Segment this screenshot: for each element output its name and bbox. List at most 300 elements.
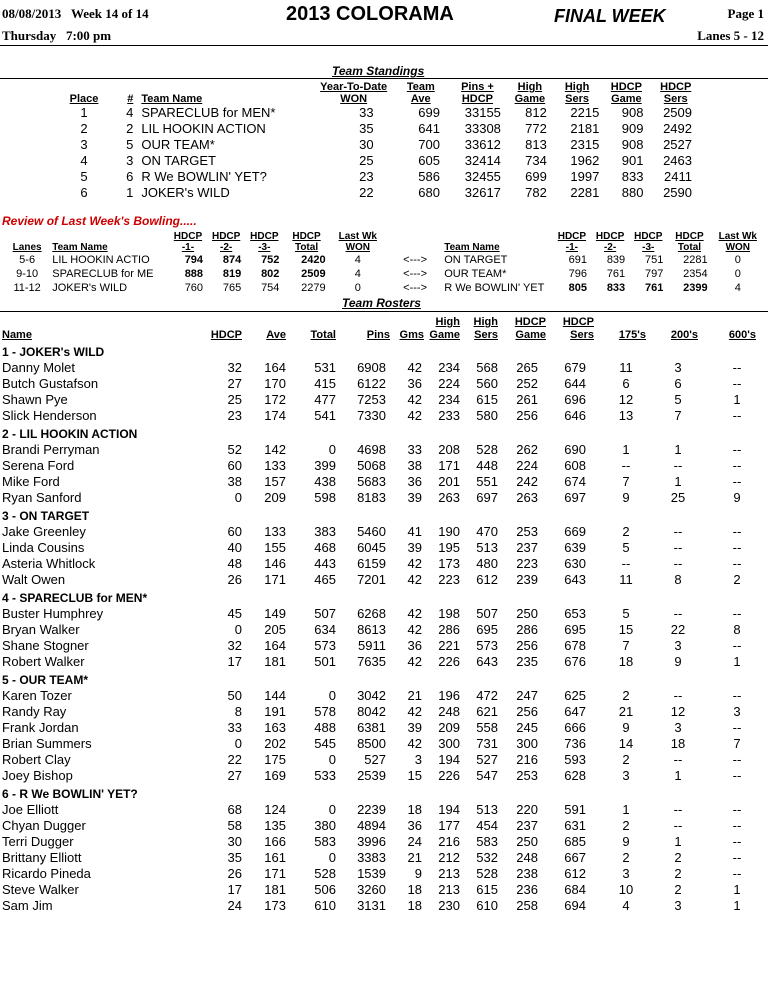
high-sers: 568 (476, 360, 498, 375)
count-200s: 5 (674, 392, 682, 407)
standings-header (62, 81, 702, 105)
col-team: Team Name (52, 242, 108, 253)
won: 25 (359, 153, 374, 168)
pins: 2539 (357, 768, 386, 783)
total: 634 (314, 622, 336, 637)
gms: 42 (407, 360, 422, 375)
player-row (2, 442, 764, 458)
hdcp: 0 (234, 490, 242, 505)
hdcp-game: 901 (621, 153, 644, 168)
player-name: Butch Gustafson (2, 376, 99, 391)
high-game: 226 (438, 768, 460, 783)
pins: 6381 (357, 720, 386, 735)
pins: 5683 (357, 474, 386, 489)
count-175s: 2 (622, 752, 630, 767)
count-175s: -- (621, 458, 631, 473)
hdcp: 33 (227, 720, 242, 735)
hdcp-game: 250 (516, 606, 538, 621)
pins: 4698 (357, 442, 386, 457)
count-175s: 10 (618, 882, 634, 897)
col-place: Place (69, 93, 99, 105)
hdcp: 27 (227, 376, 242, 391)
count-600s: -- (732, 376, 742, 391)
count-600s: 1 (733, 898, 741, 913)
hdcp-sers: 644 (564, 376, 586, 391)
pins-hdcp: 33155 (464, 105, 501, 120)
player-row (2, 768, 764, 784)
high-sers: 507 (476, 606, 498, 621)
count-175s: 7 (622, 638, 630, 653)
hdcp-sers: 669 (564, 524, 586, 539)
high-game: 782 (525, 185, 547, 200)
report-date: 08/08/2013 (2, 6, 62, 21)
high-sers: 472 (476, 688, 498, 703)
high-game: 195 (438, 540, 460, 555)
hdcp-sers: 639 (564, 540, 586, 555)
count-200s: 9 (674, 654, 682, 669)
team-name: JOKER's WILD (141, 185, 230, 200)
count-200s: -- (673, 540, 683, 555)
count-600s: 1 (733, 654, 741, 669)
count-200s: -- (673, 688, 683, 703)
count-175s: 15 (618, 622, 634, 637)
count-175s: 12 (618, 392, 634, 407)
total: 488 (314, 720, 336, 735)
hdcp-game: 236 (516, 882, 538, 897)
standings-row (62, 137, 702, 153)
hdcp-sers: 591 (564, 802, 586, 817)
player-name: Jake Greenley (2, 524, 86, 539)
team-ave: 700 (418, 137, 440, 152)
ave: 144 (264, 688, 286, 703)
review-row (2, 253, 764, 267)
ave: 157 (264, 474, 286, 489)
team-heading-row (2, 588, 764, 606)
standings-row (62, 121, 702, 137)
total: 0 (328, 752, 336, 767)
hdcp: 17 (227, 654, 242, 669)
player-name: Robert Clay (2, 752, 71, 767)
high-game: 286 (438, 622, 460, 637)
pins: 4894 (357, 818, 386, 833)
pins: 7201 (357, 572, 386, 587)
high-game: 216 (438, 834, 460, 849)
place: 3 (80, 137, 88, 152)
count-175s: 4 (622, 898, 630, 913)
high-game: 300 (438, 736, 460, 751)
high-sers: 547 (476, 768, 498, 783)
gms: 42 (407, 392, 422, 407)
total: 578 (314, 704, 336, 719)
review-lanes: 5-6 (19, 254, 36, 266)
count-600s: -- (732, 688, 742, 703)
review-header (2, 231, 764, 253)
page-number: Page 1 (727, 6, 764, 21)
gms: 42 (407, 572, 422, 587)
header-divider (0, 45, 768, 46)
review-g1: 760 (184, 282, 204, 294)
count-200s: 2 (674, 882, 682, 897)
high-sers: 583 (476, 834, 498, 849)
hdcp: 48 (227, 556, 242, 571)
hdcp: 26 (227, 866, 242, 881)
pins: 527 (364, 752, 386, 767)
player-name: Joey Bishop (2, 768, 73, 783)
gms: 18 (407, 802, 422, 817)
high-sers: 621 (476, 704, 498, 719)
total: 573 (314, 638, 336, 653)
count-175s: 9 (622, 490, 630, 505)
player-row (2, 736, 764, 752)
high-sers: 573 (476, 638, 498, 653)
team-heading-row (2, 670, 764, 688)
hdcp-game: 908 (621, 137, 644, 152)
review-tot2: 2399 (683, 282, 708, 294)
col-hdcp-total-b: HDCP Total (675, 231, 704, 253)
high-sers: 448 (476, 458, 498, 473)
ave: 161 (264, 850, 286, 865)
player-name: Shawn Pye (2, 392, 68, 407)
pins-hdcp: 33612 (464, 137, 501, 152)
count-600s: -- (732, 474, 742, 489)
hdcp: 35 (227, 850, 242, 865)
count-200s: 1 (674, 768, 682, 783)
review-g1: 794 (184, 254, 204, 266)
won: 35 (359, 121, 374, 136)
high-game: 190 (438, 524, 460, 539)
col-hdcp-sers: HDCP Sers (660, 81, 692, 105)
high-game: 201 (438, 474, 460, 489)
count-175s: 6 (622, 376, 630, 391)
review-g2: 819 (222, 268, 242, 280)
player-name: Robert Walker (2, 654, 85, 669)
count-200s: 18 (670, 736, 686, 751)
review-h3: 751 (645, 254, 664, 266)
player-row (2, 474, 764, 490)
hdcp-game: 880 (621, 185, 644, 200)
total: 541 (314, 408, 336, 423)
hdcp-sers: 676 (564, 654, 586, 669)
high-sers: 2215 (570, 105, 600, 120)
team-name: R We BOWLIN' YET? (141, 169, 267, 184)
hdcp: 17 (227, 882, 242, 897)
col-200s: 200's (670, 329, 698, 341)
col-600s: 600's (728, 329, 756, 341)
team-name: LIL HOOKIN ACTION (141, 121, 266, 136)
count-600s: -- (732, 408, 742, 423)
player-row (2, 638, 764, 654)
high-sers: 2181 (570, 121, 600, 136)
total: 465 (314, 572, 336, 587)
count-200s: 2 (674, 866, 682, 881)
hdcp-game: 265 (516, 360, 538, 375)
review-tot2: 2354 (683, 268, 708, 280)
high-sers: 612 (476, 572, 498, 587)
count-200s: -- (673, 606, 683, 621)
review-tot: 2509 (301, 268, 326, 280)
high-game: 213 (438, 866, 460, 881)
review-title: Review of Last Week's Bowling..... (2, 214, 197, 228)
place: 2 (80, 121, 88, 136)
hdcp-game: 250 (516, 834, 538, 849)
ave: 146 (264, 556, 286, 571)
hdcp-sers: 684 (564, 882, 586, 897)
high-sers: 2315 (570, 137, 600, 152)
rosters-divider (0, 311, 768, 312)
review-tot2: 2281 (683, 254, 708, 266)
ave: 124 (264, 802, 286, 817)
review-arrow: <---> (403, 282, 427, 294)
col-high-game: High Game (514, 81, 546, 105)
player-row (2, 606, 764, 622)
ave: 133 (264, 458, 286, 473)
count-175s: 9 (622, 720, 630, 735)
total: 528 (314, 866, 336, 881)
high-game: 248 (438, 704, 460, 719)
count-600s: -- (732, 818, 742, 833)
count-200s: 6 (674, 376, 682, 391)
hdcp-sers: 2411 (664, 169, 692, 184)
player-name: Terri Dugger (2, 834, 74, 849)
count-175s: 7 (622, 474, 630, 489)
standings-title: Team Standings (332, 64, 425, 78)
count-600s: -- (732, 638, 742, 653)
gms: 21 (407, 850, 422, 865)
col-hdcp-game: HDCP Game (514, 316, 546, 341)
hdcp: 26 (227, 572, 242, 587)
pins: 1539 (357, 866, 386, 881)
hdcp-game: 258 (516, 898, 538, 913)
col-hdcp-2b: HDCP -2- (595, 231, 625, 253)
col-ave: Ave (266, 329, 286, 341)
hdcp-sers: 631 (564, 818, 586, 833)
count-600s: -- (732, 752, 742, 767)
team-ave: 699 (418, 105, 440, 120)
count-600s: -- (732, 524, 742, 539)
count-600s: 7 (733, 736, 741, 751)
player-row (2, 392, 764, 408)
high-sers: 527 (476, 752, 498, 767)
hdcp-game: 263 (516, 490, 538, 505)
hdcp-sers: 679 (564, 360, 586, 375)
review-h1: 796 (568, 268, 587, 280)
hdcp-sers: 593 (564, 752, 586, 767)
ave: 173 (264, 898, 286, 913)
count-175s: 2 (622, 818, 630, 833)
team-number: 5 (126, 137, 134, 152)
player-name: Randy Ray (2, 704, 67, 719)
count-175s: 11 (619, 360, 633, 375)
high-game: 224 (438, 376, 460, 391)
won: 22 (359, 185, 374, 200)
ave: 205 (264, 622, 286, 637)
total: 477 (314, 392, 336, 407)
count-600s: -- (732, 540, 742, 555)
review-row (2, 281, 764, 295)
high-game: 208 (438, 442, 460, 457)
gms: 36 (407, 376, 422, 391)
player-row (2, 802, 764, 818)
count-175s: 11 (619, 572, 633, 587)
hdcp-game: 253 (516, 524, 538, 539)
player-name: Steve Walker (2, 882, 79, 897)
rosters-table (2, 316, 764, 914)
ave: 149 (264, 606, 286, 621)
pins: 5068 (357, 458, 386, 473)
review-won: 4 (354, 254, 361, 266)
review-won2: 4 (734, 282, 741, 294)
col-number: # (127, 93, 134, 105)
team-ave: 641 (418, 121, 440, 136)
hdcp-game: 237 (516, 540, 538, 555)
team-name: ON TARGET (141, 153, 216, 168)
gms: 42 (407, 736, 422, 751)
count-175s: 2 (622, 524, 630, 539)
count-600s: 2 (733, 572, 741, 587)
player-name: Joe Elliott (2, 802, 59, 817)
total: 380 (314, 818, 336, 833)
review-table (2, 231, 764, 295)
player-name: Linda Cousins (2, 540, 85, 555)
standings-divider (0, 78, 768, 79)
team-number: 2 (126, 121, 134, 136)
review-row (2, 267, 764, 281)
col-last-wk-won: Last Wk WON (338, 231, 377, 253)
pins: 7253 (357, 392, 386, 407)
hdcp-sers: 608 (564, 458, 586, 473)
total: 0 (328, 802, 336, 817)
player-row (2, 376, 764, 392)
col-won: Year-To-Date WON (320, 81, 388, 105)
total: 383 (314, 524, 336, 539)
col-hdcp-sers: HDCP Sers (562, 316, 594, 341)
col-arrow (386, 231, 444, 253)
count-200s: -- (673, 524, 683, 539)
review-arrow: <---> (403, 268, 427, 280)
ave: 191 (264, 704, 286, 719)
total: 415 (314, 376, 336, 391)
high-sers: 2281 (570, 185, 600, 200)
high-game: 194 (438, 802, 460, 817)
hdcp: 38 (227, 474, 242, 489)
review-tot: 2279 (301, 282, 326, 294)
total: 0 (328, 688, 336, 703)
rosters-header (2, 316, 764, 342)
gms: 42 (407, 606, 422, 621)
count-600s: -- (732, 834, 742, 849)
ave: 142 (264, 442, 286, 457)
high-game: 171 (438, 458, 460, 473)
hdcp: 52 (227, 442, 242, 457)
high-sers: 1997 (570, 169, 600, 184)
review-h1: 691 (568, 254, 587, 266)
hdcp-game: 245 (516, 720, 538, 735)
review-h2: 761 (606, 268, 626, 280)
pins: 5911 (358, 638, 386, 653)
gms: 41 (407, 524, 422, 539)
count-600s: 8 (733, 622, 741, 637)
hdcp: 0 (234, 736, 242, 751)
hdcp-game: 256 (516, 704, 538, 719)
count-175s: 3 (622, 768, 630, 783)
count-200s: 3 (674, 720, 682, 735)
col-pins: Pins (366, 329, 390, 341)
team-heading-row (2, 342, 764, 360)
hdcp: 27 (227, 768, 242, 783)
pins: 3383 (357, 850, 386, 865)
team-heading: 6 - R We BOWLIN' YET? (2, 787, 138, 801)
place: 1 (80, 105, 88, 120)
high-game: 230 (438, 898, 460, 913)
review-arrow: <---> (403, 254, 427, 266)
review-h2: 839 (606, 254, 626, 266)
total: 583 (314, 834, 336, 849)
col-hdcp-2: HDCP -2- (211, 231, 241, 253)
ave: 172 (264, 392, 286, 407)
high-sers: 528 (476, 442, 498, 457)
team-heading: 5 - OUR TEAM* (2, 673, 89, 687)
high-game: 734 (525, 153, 547, 168)
player-row (2, 866, 764, 882)
high-game: 213 (438, 882, 460, 897)
total: 598 (314, 490, 336, 505)
player-name: Buster Humphrey (2, 606, 104, 621)
high-sers: 615 (476, 882, 498, 897)
count-200s: 3 (674, 360, 682, 375)
count-175s: 3 (622, 866, 630, 881)
pins-hdcp: 32414 (464, 153, 501, 168)
gms: 18 (407, 882, 422, 897)
review-g2: 874 (222, 254, 242, 266)
hdcp-sers: 736 (564, 736, 586, 751)
pins-hdcp: 32455 (464, 169, 501, 184)
total: 0 (328, 850, 336, 865)
high-sers: 695 (476, 622, 498, 637)
ave: 135 (264, 818, 286, 833)
high-sers: 580 (476, 408, 498, 423)
pins: 8500 (357, 736, 386, 751)
ave: 202 (264, 736, 286, 751)
col-hdcp-game: HDCP Game (610, 81, 642, 105)
review-g3: 754 (261, 282, 280, 294)
total: 468 (314, 540, 336, 555)
player-row (2, 572, 764, 588)
gms: 15 (407, 768, 422, 783)
hdcp-game: 235 (516, 654, 538, 669)
review-team: LIL HOOKIN ACTIO (52, 254, 150, 266)
hdcp-sers: 690 (564, 442, 586, 457)
hdcp-sers: 694 (564, 898, 586, 913)
hdcp-game: 286 (516, 622, 538, 637)
count-600s: -- (732, 556, 742, 571)
gms: 36 (407, 818, 422, 833)
high-game: 812 (525, 105, 547, 120)
gms: 42 (407, 556, 422, 571)
player-row (2, 720, 764, 736)
ave: 175 (264, 752, 286, 767)
player-name: Brittany Elliott (2, 850, 82, 865)
count-600s: -- (732, 802, 742, 817)
pins: 6122 (357, 376, 386, 391)
team-number: 3 (126, 153, 134, 168)
hdcp: 22 (227, 752, 242, 767)
player-name: Bryan Walker (2, 622, 80, 637)
total: 507 (314, 606, 336, 621)
team-name: SPARECLUB for MEN* (141, 105, 276, 120)
standings-row (62, 105, 702, 121)
count-600s: -- (732, 768, 742, 783)
gms: 18 (407, 898, 422, 913)
